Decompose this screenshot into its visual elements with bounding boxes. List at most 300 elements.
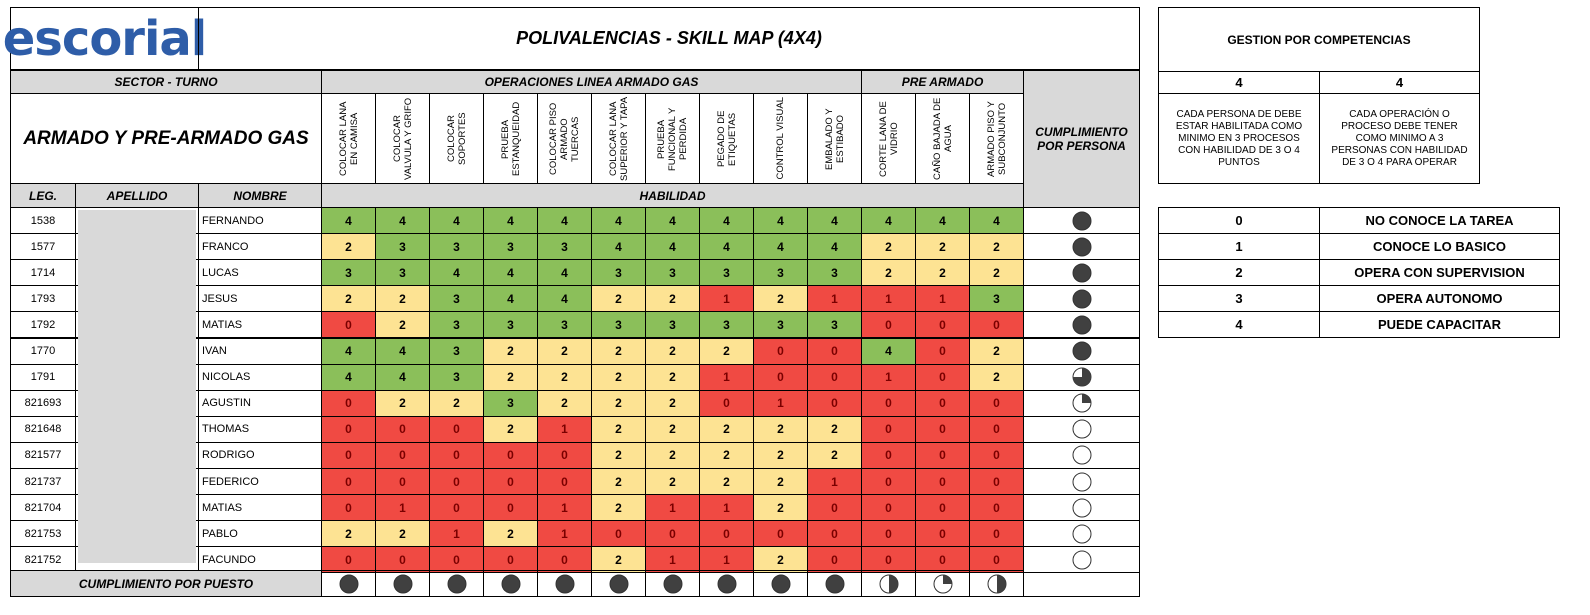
operation-header-label: COLOCAR SOPORTES: [445, 112, 468, 165]
skill-score-cell: 0: [591, 520, 646, 547]
skill-score-cell: 1: [807, 285, 862, 312]
skill-score-cell: 1: [645, 494, 700, 521]
operation-header-label: ARMADO PISO Y SUBCONJUNTO: [985, 100, 1008, 177]
skill-score-cell: 0: [807, 390, 862, 417]
operation-header: [969, 93, 1024, 184]
skill-score-cell: 0: [753, 364, 808, 391]
skill-score-cell: 2: [591, 338, 646, 365]
operation-header: [645, 93, 700, 184]
skill-score-cell: 4: [429, 259, 484, 286]
cumplimiento-circle-icon: [1072, 341, 1092, 361]
operation-header-label: COLOCAR LANA EN CAMISA: [337, 101, 360, 176]
skill-score-cell: 4: [807, 233, 862, 260]
skill-score-cell: 2: [645, 285, 700, 312]
skill-score-cell: 3: [537, 233, 592, 260]
skill-score-cell: 0: [699, 390, 754, 417]
cumplimiento-puesto-cell: [807, 570, 862, 597]
skill-score-cell: 2: [645, 390, 700, 417]
operation-header-label: COLOCAR PISO ARMADO TUERCAS: [548, 102, 581, 175]
skill-score-cell: 0: [807, 494, 862, 521]
skill-score-cell: 2: [969, 259, 1024, 286]
skill-score-cell: 1: [861, 364, 916, 391]
skill-score-cell: 0: [807, 364, 862, 391]
skill-score-cell: 2: [321, 520, 376, 547]
skill-score-cell: 2: [969, 338, 1024, 365]
skill-score-cell: 4: [537, 259, 592, 286]
cumplimiento-circle-icon: [1072, 263, 1092, 283]
skill-score-cell: 3: [699, 311, 754, 338]
skill-score-cell: 4: [591, 207, 646, 234]
skill-score-cell: 2: [753, 494, 808, 521]
legend-text: OPERA AUTONOMO: [1319, 285, 1560, 312]
cumplimiento-persona-cell: [1023, 468, 1140, 495]
cumplimiento-circle-icon: [501, 574, 521, 594]
skill-score-cell: 2: [591, 416, 646, 443]
skill-score-cell: 2: [645, 468, 700, 495]
cumplimiento-circle-icon: [987, 574, 1007, 594]
skill-score-cell: 4: [645, 207, 700, 234]
skill-score-cell: 4: [483, 207, 538, 234]
nombre-cell: JESUS: [198, 285, 322, 312]
skill-score-cell: 0: [969, 546, 1024, 573]
skill-score-cell: 0: [807, 520, 862, 547]
cumplimiento-circle-icon: [1072, 315, 1092, 335]
skill-score-cell: 2: [483, 364, 538, 391]
cumplimiento-persona-cell: [1023, 338, 1140, 365]
nombre-cell: MATIAS: [198, 494, 322, 521]
skill-score-cell: 0: [915, 338, 970, 365]
skill-score-cell: 2: [537, 338, 592, 365]
leg-cell: 1792: [10, 311, 76, 338]
skill-score-cell: 2: [591, 546, 646, 573]
skill-score-cell: 1: [807, 468, 862, 495]
gestion-desc-right: CADA OPERACIÓN O PROCESO DEBE TENER COMO MINIMO A 3 PERSONAS CON HABILIDAD DE 3 O 4 PARA OPERAR: [1319, 93, 1480, 184]
operation-header: [375, 93, 430, 184]
skill-score-cell: 1: [537, 520, 592, 547]
skill-score-cell: 1: [699, 494, 754, 521]
leg-cell: 1770: [10, 338, 76, 365]
operation-header-label: CORTE LANA DE VIDRIO: [877, 100, 900, 177]
operation-header-label: PRUEBA ESTANQUEIDAD: [499, 101, 522, 176]
skill-score-cell: 0: [321, 416, 376, 443]
cumplimiento-circle-icon: [1072, 211, 1092, 231]
skill-score-cell: 2: [753, 468, 808, 495]
nombre-cell: THOMAS: [198, 416, 322, 443]
operation-header: [807, 93, 862, 184]
skill-score-cell: 2: [591, 285, 646, 312]
skill-score-cell: 1: [537, 494, 592, 521]
cumplimiento-circle-icon: [771, 574, 791, 594]
skill-score-cell: 3: [645, 311, 700, 338]
skill-score-cell: 4: [699, 207, 754, 234]
skill-score-cell: 3: [375, 259, 430, 286]
col-header-nombre: NOMBRE: [198, 183, 322, 208]
skill-score-cell: 0: [429, 546, 484, 573]
leg-cell: 821693: [10, 390, 76, 417]
skill-score-cell: 2: [591, 364, 646, 391]
skill-score-cell: 3: [483, 233, 538, 260]
skill-score-cell: 4: [699, 233, 754, 260]
skill-score-cell: 2: [753, 546, 808, 573]
cumplimiento-circle-icon: [879, 574, 899, 594]
skill-score-cell: 3: [429, 233, 484, 260]
cumplimiento-circle-icon: [555, 574, 575, 594]
leg-cell: 1714: [10, 259, 76, 286]
skill-score-cell: 2: [645, 338, 700, 365]
nombre-cell: FERNANDO: [198, 207, 322, 234]
cumplimiento-puesto-cell: [591, 570, 646, 597]
skill-score-cell: 3: [645, 259, 700, 286]
nombre-cell: FEDERICO: [198, 468, 322, 495]
cumplimiento-persona-cell: [1023, 390, 1140, 417]
nombre-cell: FRANCO: [198, 233, 322, 260]
skill-score-cell: 0: [969, 494, 1024, 521]
operation-header: [429, 93, 484, 184]
skill-score-cell: 3: [483, 390, 538, 417]
cumplimiento-circle-icon: [1072, 237, 1092, 257]
nombre-cell: NICOLAS: [198, 364, 322, 391]
cumplimiento-puesto-cell: [969, 570, 1024, 597]
skill-score-cell: 0: [537, 468, 592, 495]
operation-header: [699, 93, 754, 184]
skill-score-cell: 2: [753, 416, 808, 443]
skill-score-cell: 0: [861, 468, 916, 495]
cumplimiento-puesto-cell: [645, 570, 700, 597]
skill-score-cell: 4: [321, 364, 376, 391]
skill-score-cell: 2: [915, 233, 970, 260]
skill-score-cell: 2: [645, 364, 700, 391]
cumplimiento-persona-cell: [1023, 233, 1140, 260]
skill-score-cell: 3: [429, 338, 484, 365]
skill-score-cell: 3: [753, 311, 808, 338]
operation-header-label: EMBALADO Y ESTIBADO: [823, 107, 846, 170]
skill-score-cell: 2: [699, 416, 754, 443]
cumplimiento-persona-label: CUMPLIMIENTO POR PERSONA: [1023, 70, 1140, 208]
skill-score-cell: 2: [753, 285, 808, 312]
ops-group-label: OPERACIONES LINEA ARMADO GAS: [321, 70, 862, 94]
skill-score-cell: 2: [429, 390, 484, 417]
cumplimiento-circle-icon: [1072, 419, 1092, 439]
cumplimiento-puesto-cell: [861, 570, 916, 597]
skill-score-cell: 0: [645, 520, 700, 547]
legend-text: NO CONOCE LA TAREA: [1319, 207, 1560, 234]
cumplimiento-circle-icon: [825, 574, 845, 594]
skill-score-cell: 4: [591, 233, 646, 260]
legend-level: 0: [1158, 207, 1320, 234]
skill-score-cell: 0: [321, 390, 376, 417]
skill-score-cell: 3: [807, 311, 862, 338]
cumplimiento-circle-icon: [1072, 367, 1092, 387]
skill-score-cell: 3: [591, 311, 646, 338]
skill-score-cell: 0: [861, 390, 916, 417]
legend-level: 2: [1158, 259, 1320, 286]
skill-score-cell: 1: [861, 285, 916, 312]
skill-score-cell: 0: [429, 416, 484, 443]
skill-score-cell: 0: [915, 390, 970, 417]
skill-score-cell: 2: [807, 416, 862, 443]
cumplimiento-puesto-label: CUMPLIMIENTO POR PUESTO: [10, 570, 322, 597]
skill-score-cell: 4: [375, 207, 430, 234]
skill-score-cell: 0: [861, 416, 916, 443]
skill-score-cell: 2: [915, 259, 970, 286]
cumplimiento-circle-icon: [1072, 289, 1092, 309]
col-header-leg: LEG.: [10, 183, 76, 208]
skill-score-cell: 2: [807, 442, 862, 469]
skill-score-cell: 0: [483, 494, 538, 521]
cumplimiento-circle-icon: [1072, 472, 1092, 492]
skill-score-cell: 0: [861, 546, 916, 573]
sector-turno-label: SECTOR - TURNO: [10, 70, 322, 94]
skill-score-cell: 2: [591, 494, 646, 521]
operation-header-label: COLOCAR VALVULA Y GRIFO: [391, 97, 414, 180]
habilidad-label: HABILIDAD: [321, 183, 1024, 208]
skill-score-cell: 0: [321, 546, 376, 573]
skill-score-cell: 3: [483, 311, 538, 338]
col-header-apellido: APELLIDO: [75, 183, 199, 208]
skill-score-cell: 3: [969, 285, 1024, 312]
skill-score-cell: 1: [429, 520, 484, 547]
skill-score-cell: 4: [537, 285, 592, 312]
leg-cell: 821704: [10, 494, 76, 521]
cumplimiento-persona-cell: [1023, 285, 1140, 312]
skill-score-cell: 4: [753, 207, 808, 234]
nombre-cell: AGUSTIN: [198, 390, 322, 417]
cumplimiento-circle-icon: [663, 574, 683, 594]
skill-score-cell: 2: [321, 233, 376, 260]
skill-score-cell: 0: [915, 546, 970, 573]
leg-cell: 821648: [10, 416, 76, 443]
skill-score-cell: 2: [375, 285, 430, 312]
skill-score-cell: 0: [429, 442, 484, 469]
skill-score-cell: 4: [861, 207, 916, 234]
skill-score-cell: 0: [915, 494, 970, 521]
cumplimiento-persona-cell: [1023, 416, 1140, 443]
cumplimiento-circle-icon: [933, 574, 953, 594]
cumplimiento-persona-cell: [1023, 207, 1140, 234]
skill-score-cell: 2: [699, 468, 754, 495]
skill-score-cell: 4: [969, 207, 1024, 234]
skill-score-cell: 2: [483, 520, 538, 547]
skill-score-cell: 2: [483, 338, 538, 365]
skill-score-cell: 0: [483, 468, 538, 495]
gestion-desc-left: CADA PERSONA DE DEBE ESTAR HABILITADA COMO MINIMO EN 3 PROCESOS CON HABILIDAD DE 3 O 4 PUNTOS: [1158, 93, 1320, 184]
skill-score-cell: 0: [861, 311, 916, 338]
operation-header: [537, 93, 592, 184]
skill-score-cell: 4: [321, 338, 376, 365]
legend-level: 1: [1158, 233, 1320, 260]
skill-score-cell: 2: [699, 338, 754, 365]
cumplimiento-puesto-cell: [699, 570, 754, 597]
leg-cell: 821737: [10, 468, 76, 495]
skill-score-cell: 2: [483, 416, 538, 443]
skill-score-cell: 0: [969, 442, 1024, 469]
skill-score-cell: 2: [591, 468, 646, 495]
skill-score-cell: 2: [861, 233, 916, 260]
skill-score-cell: 4: [753, 233, 808, 260]
skill-score-cell: 4: [483, 285, 538, 312]
skill-score-cell: 2: [321, 285, 376, 312]
gestion-num-right: 4: [1319, 71, 1480, 94]
operation-header: [321, 93, 376, 184]
leg-cell: 821753: [10, 520, 76, 547]
nombre-cell: PABLO: [198, 520, 322, 547]
skill-score-cell: 3: [699, 259, 754, 286]
skill-score-cell: 0: [375, 546, 430, 573]
cumplimiento-persona-cell: [1023, 364, 1140, 391]
cumplimiento-circle-icon: [339, 574, 359, 594]
nombre-cell: IVAN: [198, 338, 322, 365]
skill-score-cell: 1: [915, 285, 970, 312]
skill-score-cell: 0: [483, 442, 538, 469]
cumplimiento-persona-cell: [1023, 546, 1140, 573]
skill-score-cell: 2: [699, 442, 754, 469]
operation-header: [753, 93, 808, 184]
nombre-cell: LUCAS: [198, 259, 322, 286]
skill-score-cell: 3: [753, 259, 808, 286]
skill-score-cell: 0: [321, 311, 376, 338]
skill-score-cell: 0: [969, 416, 1024, 443]
skill-score-cell: 0: [429, 494, 484, 521]
cumplimiento-circle-icon: [393, 574, 413, 594]
skill-score-cell: 0: [753, 520, 808, 547]
legend-text: OPERA CON SUPERVISION: [1319, 259, 1560, 286]
skill-score-cell: 0: [375, 416, 430, 443]
skill-score-cell: 2: [645, 442, 700, 469]
operation-header-label: PRUEBA FUNCIONAL Y PERDIDA: [656, 106, 689, 171]
skill-score-cell: 2: [375, 311, 430, 338]
skill-score-cell: 3: [429, 285, 484, 312]
skill-score-cell: 0: [321, 442, 376, 469]
operation-header: [861, 93, 916, 184]
operation-header-label: COLOCAR LANA SUPERIOR Y TAPA: [607, 96, 630, 181]
cumplimiento-circle-icon: [1072, 445, 1092, 465]
operation-header: [591, 93, 646, 184]
skill-score-cell: 0: [537, 546, 592, 573]
nombre-cell: FACUNDO: [198, 546, 322, 573]
skill-score-cell: 3: [375, 233, 430, 260]
leg-cell: 1538: [10, 207, 76, 234]
legend-text: PUEDE CAPACITAR: [1319, 311, 1560, 338]
gestion-num-left: 4: [1158, 71, 1320, 94]
skill-score-cell: 2: [375, 390, 430, 417]
cumplimiento-puesto-cell: [321, 570, 376, 597]
escorial-logo: escorial: [10, 7, 199, 70]
skill-score-cell: 4: [861, 338, 916, 365]
skill-score-cell: 4: [375, 364, 430, 391]
skill-score-cell: 0: [915, 364, 970, 391]
leg-cell: 821752: [10, 546, 76, 573]
cumplimiento-persona-cell: [1023, 520, 1140, 547]
cumplimiento-puesto-cell: [537, 570, 592, 597]
skill-score-cell: 1: [699, 546, 754, 573]
skill-score-cell: 2: [969, 233, 1024, 260]
skill-score-cell: 0: [915, 311, 970, 338]
cumplimiento-circle-icon: [717, 574, 737, 594]
prearmado-label: PRE ARMADO: [861, 70, 1024, 94]
skill-score-cell: 0: [321, 494, 376, 521]
page-title: POLIVALENCIAS - SKILL MAP (4X4): [198, 7, 1140, 70]
skill-score-cell: 2: [645, 416, 700, 443]
skill-score-cell: 1: [699, 285, 754, 312]
cumplimiento-persona-cell: [1023, 494, 1140, 521]
skill-score-cell: 0: [537, 442, 592, 469]
skill-score-cell: 3: [429, 364, 484, 391]
skill-score-cell: 3: [807, 259, 862, 286]
cumplimiento-circle-icon: [1072, 524, 1092, 544]
skill-score-cell: 0: [861, 520, 916, 547]
skill-score-cell: 0: [969, 468, 1024, 495]
skill-score-cell: 0: [753, 338, 808, 365]
skill-score-cell: 0: [429, 468, 484, 495]
skill-score-cell: 4: [429, 207, 484, 234]
skill-score-cell: 3: [429, 311, 484, 338]
leg-cell: 1577: [10, 233, 76, 260]
skill-score-cell: 1: [753, 390, 808, 417]
skill-score-cell: 1: [645, 546, 700, 573]
skill-score-cell: 0: [915, 468, 970, 495]
skill-score-cell: 0: [807, 546, 862, 573]
operation-header: [915, 93, 970, 184]
skill-score-cell: 0: [969, 520, 1024, 547]
nombre-cell: RODRIGO: [198, 442, 322, 469]
skill-score-cell: 2: [969, 364, 1024, 391]
cumplimiento-circle-icon: [1072, 393, 1092, 413]
sector-value: ARMADO Y PRE-ARMADO GAS: [10, 93, 322, 184]
skill-score-cell: 2: [537, 390, 592, 417]
skill-score-cell: 0: [375, 468, 430, 495]
operation-header: [483, 93, 538, 184]
cumplimiento-puesto-cell: [915, 570, 970, 597]
operation-header-label: CONTROL VISUAL: [775, 97, 786, 180]
skill-score-cell: 4: [807, 207, 862, 234]
cumplimiento-persona-cell: [1023, 311, 1140, 338]
operation-header-label: PEGADO DE ETIQUETAS: [715, 110, 738, 167]
skill-score-cell: 0: [915, 416, 970, 443]
skill-score-cell: 4: [537, 207, 592, 234]
legend-level: 4: [1158, 311, 1320, 338]
cumplimiento-puesto-cell: [753, 570, 808, 597]
leg-cell: 1793: [10, 285, 76, 312]
leg-cell: 821577: [10, 442, 76, 469]
skill-score-cell: 1: [699, 364, 754, 391]
cumplimiento-circle-icon: [447, 574, 467, 594]
skill-score-cell: 3: [537, 311, 592, 338]
skill-score-cell: 2: [861, 259, 916, 286]
nombre-cell: MATIAS: [198, 311, 322, 338]
skill-score-cell: 1: [537, 416, 592, 443]
skill-score-cell: 4: [483, 259, 538, 286]
skill-score-cell: 1: [375, 494, 430, 521]
skill-score-cell: 2: [753, 442, 808, 469]
skill-score-cell: 3: [321, 259, 376, 286]
skill-score-cell: 0: [915, 520, 970, 547]
gestion-title: GESTION POR COMPETENCIAS: [1158, 7, 1480, 72]
cumplimiento-circle-icon: [1072, 498, 1092, 518]
cumplimiento-circle-icon: [1072, 550, 1092, 570]
legend-text: CONOCE LO BASICO: [1319, 233, 1560, 260]
skill-score-cell: 2: [537, 364, 592, 391]
cumplimiento-puesto-cell: [483, 570, 538, 597]
skill-score-cell: 0: [861, 494, 916, 521]
skill-score-cell: 0: [483, 546, 538, 573]
skill-score-cell: 0: [699, 520, 754, 547]
skill-score-cell: 0: [915, 442, 970, 469]
skill-score-cell: 4: [645, 233, 700, 260]
skill-score-cell: 3: [591, 259, 646, 286]
operation-header-label: CAÑO BAJADA DE AGUA: [931, 97, 954, 180]
skill-score-cell: 4: [915, 207, 970, 234]
skill-score-cell: 4: [321, 207, 376, 234]
